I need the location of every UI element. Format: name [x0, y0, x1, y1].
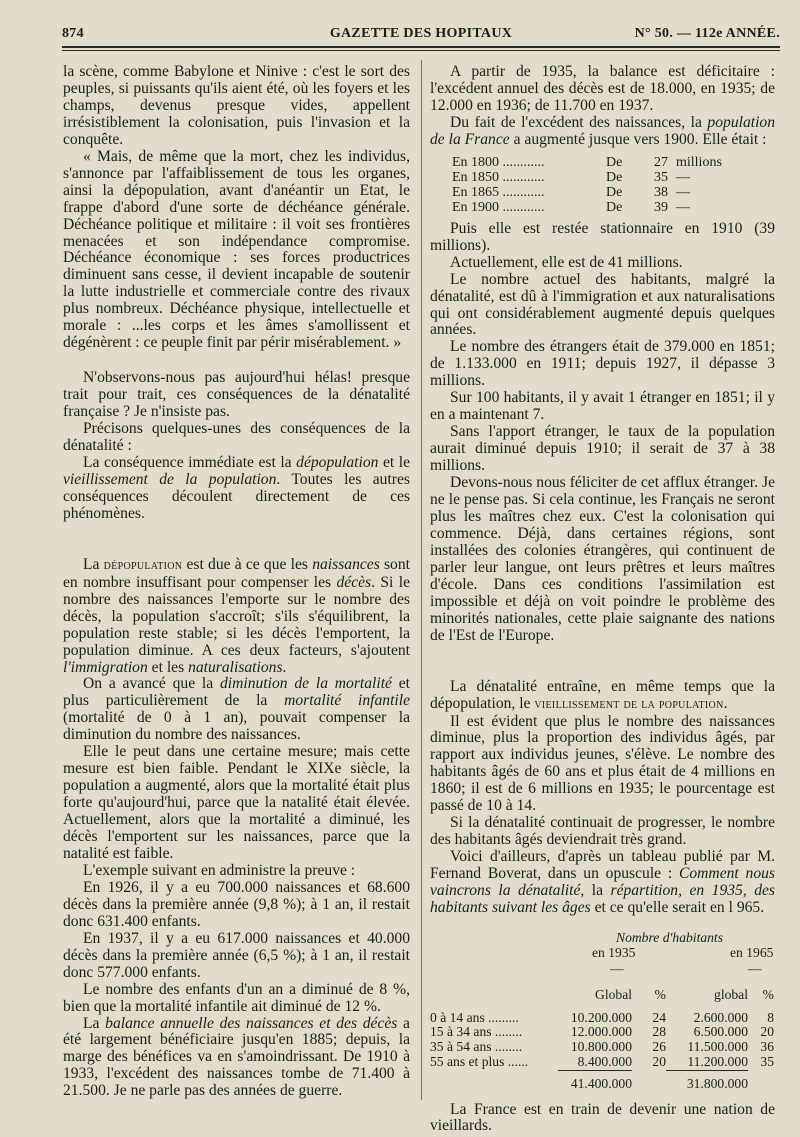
paragraph: Précisons quelques-unes des conséquences de la dénatalité :	[63, 420, 410, 455]
population-cell-value: 35	[654, 169, 668, 185]
table-cell-g2: 11.500.000	[687, 1039, 748, 1055]
quote-paragraph: « Mais, de même que la mort, chez les individus, s'annonce par l'affaiblissement de tous les organes, ainsi la dépopulation, avant d'anéantir un Etat, le frappe d'abord d'une sorte de déchéance générale. Déchéance politique et militaire : il voit ses frontières menacées et son indépendance compromise. Déchéance économique : ses forces productrices diminuent sans cesse, il devient incapable de soutenir la lutte industrielle et commerciale contre des rivaux plus nombreux. Déchéance physique, intellectuelle et morale : ...les corps et les âmes s'amollissent et dégénèrent : ce peuple finit par périr misérablement. »	[63, 147, 410, 352]
header-rule	[62, 46, 780, 48]
table-cell-g2: 6.500.000	[693, 1024, 748, 1040]
population-cell-label: En 1865 ............	[452, 184, 545, 200]
paragraph: En 1926, il y a eu 700.000 naissances et 68.600 décès dans la première année (9,8 %); à 1 an, il restait donc 631.400 enfants.	[63, 878, 410, 930]
total-1935: 41.400.000	[558, 1070, 632, 1091]
paragraph: La dépopulation est due à ce que les naissances sont en nombre insuffisant pour compenser les décès. Si le nombre des naissances l'emporte sur le nombre des décès, la population s'accroît; s'ils s'équilibrent, la population reste stable; si les décès l'emportent, la population diminue. A ces deux facteurs, s'ajoutent l'immigration et les naturalisations.	[63, 555, 410, 676]
paragraph: La dénatalité entraîne, en même temps que la dépopulation, le vieillissement de la population.	[430, 677, 775, 712]
paragraph: Le nombre des étrangers était de 379.000 en 1851; de 1.133.000 en 1911; depuis 1927, il dépasse 3 millions.	[430, 338, 775, 390]
ages-table	[430, 988, 774, 1092]
population-row	[452, 200, 726, 215]
table-cell-age: 35 à 54 ans ........	[430, 1039, 523, 1055]
population-row	[452, 185, 726, 200]
paragraph: La balance annuelle des naissances et des décès a été largement bénéficiaire jusqu'en 1885; depuis, la marge des bénéfices va en s'amoindrissant. De 1910 à 1933, l'excédent des naissances tombe de 71.400 à 21.500. Je ne parle pas des années de guerre.	[63, 1014, 410, 1100]
paragraph: Le nombre des enfants d'un an a diminué de 8 %, bien que la mortalité infantile ait diminué de 12 %.	[63, 980, 410, 1015]
paragraph: Si la dénatalité continuait de progresser, le nombre des habitants âgés deviendrait très grand.	[430, 814, 775, 849]
paragraph: Sur 100 habitants, il y avait 1 étranger en 1851; il y en a maintenant 7.	[430, 389, 775, 424]
population-cell-label: En 1850 ............	[452, 169, 545, 185]
population-cell-value: 39	[654, 199, 668, 215]
journal-title: GAZETTE DES HOPITAUX	[329, 26, 513, 41]
population-cell-de: De	[606, 199, 623, 215]
population-cell-value: 38	[654, 184, 668, 200]
paragraph: On a avancé que la diminution de la mortalité et plus particulièrement de la mortalité infantile (mortalité de 0 à 1 an), pouvait compenser la diminution du nombre des naissances.	[63, 675, 410, 744]
year-1965-label: en 1965	[730, 944, 774, 960]
dash: —	[610, 960, 624, 976]
table-row	[430, 1011, 774, 1026]
table-cell-p2: 8	[767, 1009, 774, 1025]
population-row	[452, 155, 726, 170]
table-row	[430, 1025, 774, 1040]
paragraph: Du fait de l'excédent des naissances, la population de la France a augmenté jusque vers 1900. Elle était :	[430, 113, 775, 148]
population-cell-de: De	[606, 184, 623, 200]
paragraph: En 1937, il y a eu 617.000 naissances et 40.000 décès dans la première année (6,5 %); à 1 an, il restait donc 577.000 enfants.	[63, 929, 410, 981]
issue-number: N° 50. — 112e ANNÉE.	[634, 26, 780, 41]
header-rule-thin	[62, 50, 780, 51]
paragraph: Voici d'ailleurs, d'après un tableau publié par M. Fernand Boverat, dans un opuscule : Comment nous vaincrons la dénatalité, la répartition, en 1935, des habitants suivant les âges et ce qu'elle serait en l 965.	[430, 848, 776, 916]
table-cell-p2: 36	[760, 1039, 774, 1055]
page-number: 874	[62, 26, 84, 41]
paragraph: la scène, comme Babylone et Ninive : c'est le sort des peuples, si puissants qu'ils aient été, où les foyers et les champs, devenus presque vides, appellent irrésistiblement la colonisation, puis l'invasion et la conquête.	[63, 63, 410, 148]
year-1935-label: en 1935	[592, 944, 636, 960]
column-header: %	[654, 986, 666, 1002]
population-cell-label: En 1900 ............	[452, 199, 545, 215]
population-cell-unit: millions	[676, 154, 722, 170]
paragraph: Le nombre actuel des habitants, malgré la dénatalité, est dû à l'immigration et aux naturalisations qui ont considérablement augmenté depuis quelques années.	[430, 270, 775, 339]
paragraph: L'exemple suivant en administre la preuve :	[83, 861, 356, 879]
population-row	[452, 170, 726, 185]
table-cell-g1: 12.000.000	[570, 1024, 632, 1040]
table-cell-age: 0 à 14 ans .........	[430, 1009, 519, 1025]
paragraph: Sans l'apport étranger, le taux de la population aurait diminué depuis 1910; il serait de 37 à 38 millions.	[430, 423, 775, 475]
table-cell-age: 15 à 34 ans ........	[430, 1024, 523, 1040]
table-cell-g2: 11.200.000	[687, 1053, 748, 1069]
paragraph: N'observons-nous pas aujourd'hui hélas! presque trait pour trait, ces conséquences de la dénatalité française ? Je n'insiste pas.	[63, 369, 410, 421]
paragraph: Il est évident que plus le nombre des naissances diminue, plus la proportion des individus âgés, par rapport aux individus jeunes, s'élève. Le nombre des habitants âgés de 60 ans et plus était de 4 millions en 1860; il est de 6 millions en 1935; le pourcentage est passé de 10 à 14.	[430, 712, 775, 815]
page-header	[62, 24, 780, 48]
table-cell-g2: 2.600.000	[693, 1009, 748, 1025]
column-header: global	[714, 986, 748, 1002]
population-cell-label: En 1800 ............	[452, 154, 545, 170]
right-column	[430, 64, 775, 1135]
population-cell-unit: —	[676, 184, 690, 200]
column-header: Global	[595, 986, 632, 1002]
table-cell-p1: 20	[652, 1054, 666, 1070]
age-distribution-table	[430, 931, 775, 1092]
paragraph: Actuellement, elle est de 41 millions.	[450, 253, 683, 271]
population-table	[452, 155, 726, 215]
table-row	[430, 1040, 774, 1055]
paragraph: Devons-nous nous féliciter de cet afflux étranger. Je ne le pense pas. Si cela continue, les Français ne seront plus les maîtres chez eux. C'est la colonisation qui commence. Déjà, dans certaines régions, sont installées des colonies étrangères, qui continuent de parler leur langue, ont leurs prêtres et leurs maîtres d'école. Dans ces conditions l'assimilation est impossible et déjà on voit poindre le problème des minorités nationales, cette plaie saignante des nations de l'Est de l'Europe.	[430, 474, 775, 644]
total-1965: 31.800.000	[666, 1070, 748, 1091]
table-cell-g1: 10.200.000	[570, 1009, 632, 1025]
table-cell-p2: 35	[760, 1054, 774, 1070]
left-column	[63, 64, 410, 1100]
table-caption: Nombre d'habitants	[616, 929, 724, 945]
population-cell-unit: —	[676, 169, 690, 185]
table-cell-p1: 24	[652, 1009, 666, 1025]
population-cell-de: De	[606, 169, 623, 185]
paragraph: A partir de 1935, la balance est déficitaire : l'excédent annuel des décès est de 18.000, en 1935; de 12.000 en 1936; de 11.700 en 1937.	[430, 63, 775, 114]
dash: —	[748, 960, 762, 976]
table-cell-g1: 10.800.000	[570, 1039, 632, 1055]
table-cell-age: 55 ans et plus ......	[430, 1054, 529, 1070]
table-cell-p1: 26	[652, 1039, 666, 1055]
population-cell-value: 27	[654, 154, 668, 170]
population-cell-unit: —	[676, 199, 690, 215]
column-divider	[421, 60, 422, 1100]
paragraph: Puis elle est restée stationnaire en 1910 (39 millions).	[430, 219, 775, 254]
paragraph: La France est en train de devenir une nation de vieillards.	[430, 1100, 775, 1135]
table-cell-p1: 28	[652, 1024, 666, 1040]
table-row	[430, 1055, 774, 1070]
table-cell-g1: 8.400.000	[577, 1053, 632, 1069]
paragraph: Elle le peut dans une certaine mesure; mais cette mesure est bien faible. Pendant le XIXe siècle, la population a augmenté, alors que la mortalité était plus forte qu'aujourd'hui, parce que la natalité était élevée. Actuellement, alors que la mortalité a diminué, les décès l'emportent sur les naissances, parce que la natalité est faible.	[63, 743, 410, 862]
table-cell-p2: 20	[760, 1024, 774, 1040]
population-cell-de: De	[606, 154, 623, 170]
paragraph: La conséquence immédiate est la dépopulation et le vieillissement de la population. Toutes les autres conséquences découlent directement de ces phénomènes.	[63, 453, 410, 522]
column-header: %	[762, 986, 774, 1002]
